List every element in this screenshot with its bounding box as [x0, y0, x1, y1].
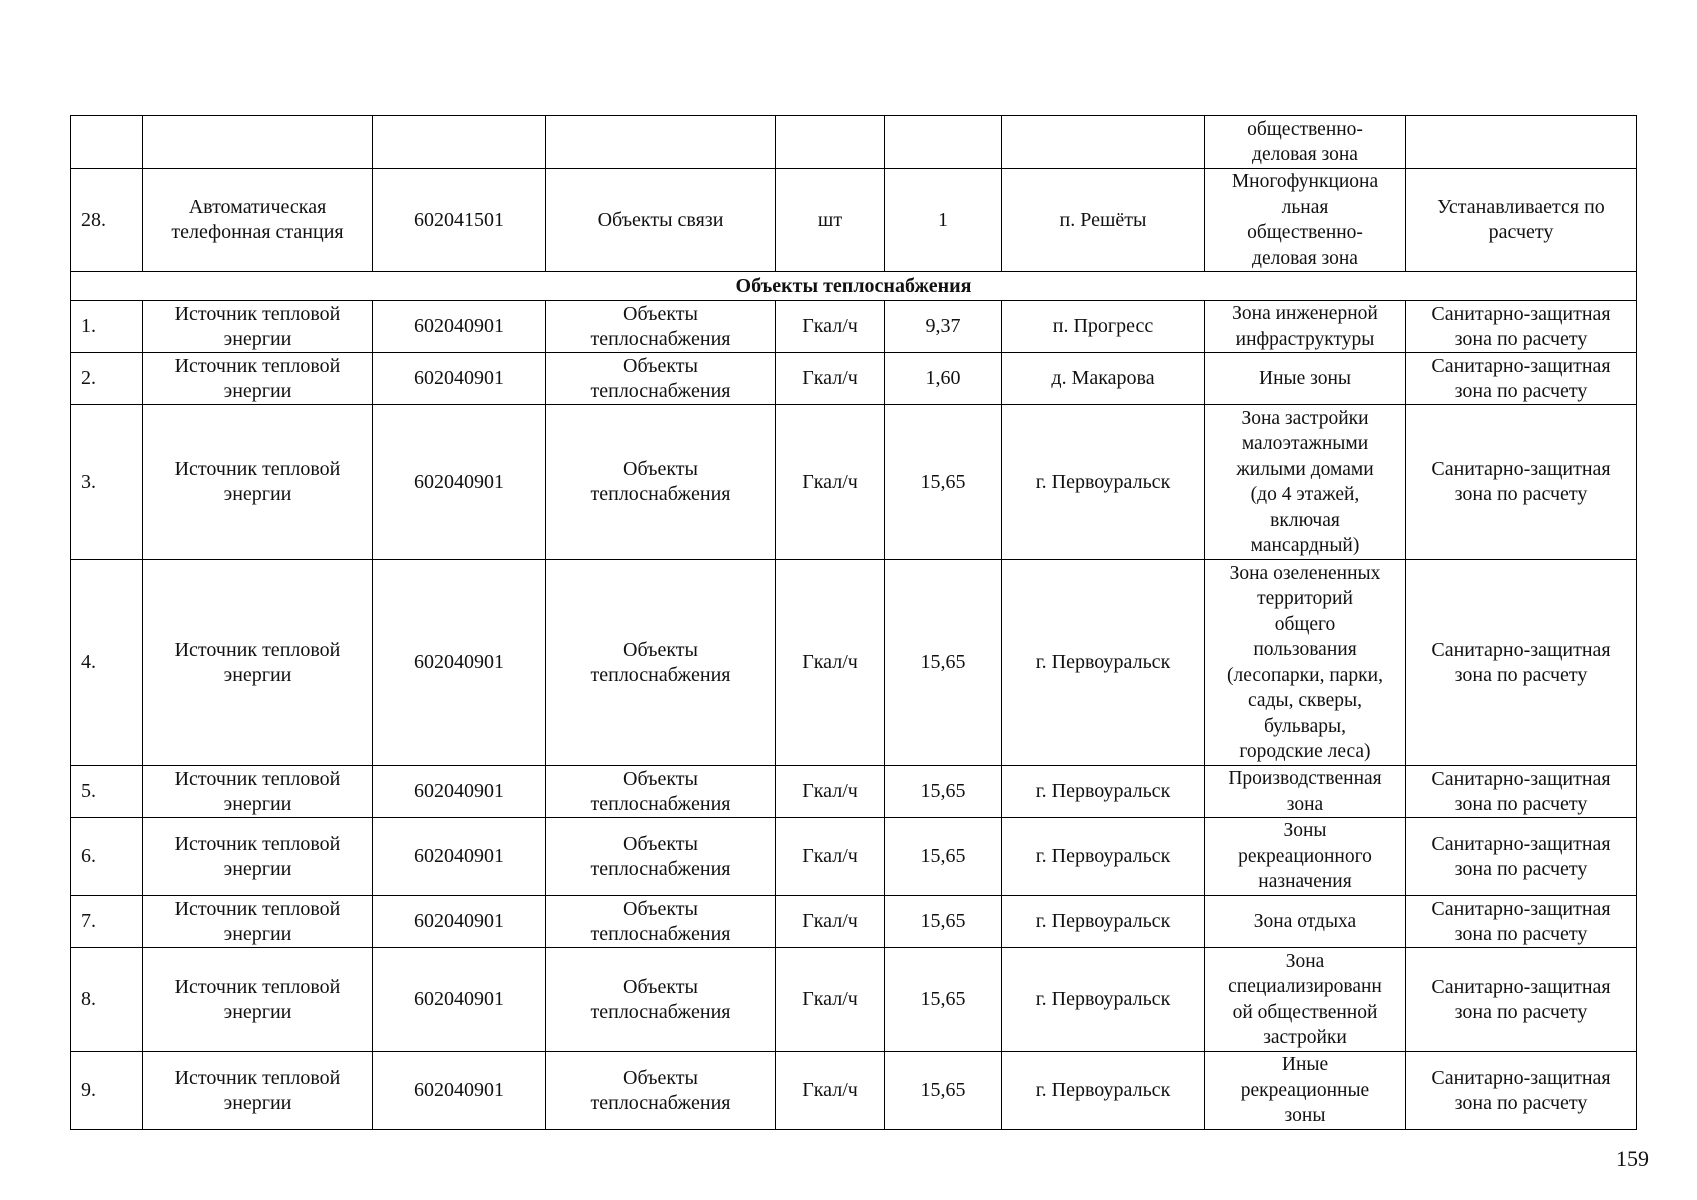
unit: Гкал/ч [776, 1052, 885, 1130]
location: п. Прогресс [1002, 301, 1205, 353]
unit: Гкал/ч [776, 301, 885, 353]
table-row [71, 405, 1637, 560]
object-type: Объекты теплоснабжения [546, 766, 776, 818]
location: д. Макарова [1002, 353, 1205, 405]
row-number: 1. [71, 301, 143, 353]
zone-cell: Зона инженерной инфраструктуры [1205, 301, 1406, 353]
table-row [71, 353, 1637, 405]
object-code: 602040901 [373, 896, 546, 948]
zone-cell: Иные рекреационные зоны [1205, 1052, 1406, 1130]
row-number: 8. [71, 948, 143, 1052]
unit: шт [776, 169, 885, 272]
section-title: Объекты теплоснабжения [71, 272, 1637, 301]
section-header-row [71, 272, 1637, 301]
object-name: Источник тепловой энергии [143, 766, 373, 818]
unit: Гкал/ч [776, 948, 885, 1052]
row-number: 7. [71, 896, 143, 948]
object-type: Объекты теплоснабжения [546, 948, 776, 1052]
location: п. Решёты [1002, 169, 1205, 272]
restriction: Санитарно-защитная зона по расчету [1406, 1052, 1637, 1130]
value: 15,65 [885, 896, 1002, 948]
table-row [71, 301, 1637, 353]
unit: Гкал/ч [776, 560, 885, 766]
restriction: Санитарно-защитная зона по расчету [1406, 766, 1637, 818]
table-row [71, 1052, 1637, 1130]
table-row [71, 948, 1637, 1052]
location: г. Первоуральск [1002, 896, 1205, 948]
zone-cell: Зона специализированн ой общественной застройки [1205, 948, 1406, 1052]
value: 15,65 [885, 766, 1002, 818]
object-code: 602040901 [373, 405, 546, 560]
restriction: Санитарно-защитная зона по расчету [1406, 353, 1637, 405]
table-row [71, 896, 1637, 948]
zone-cell: Производственная зона [1205, 766, 1406, 818]
value: 15,65 [885, 818, 1002, 896]
object-type: Объекты связи [546, 169, 776, 272]
row-number: 2. [71, 353, 143, 405]
zone-cell: Зона застройки малоэтажными жилыми домами (до 4 этажей, включая мансардный) [1205, 405, 1406, 560]
row-number: 3. [71, 405, 143, 560]
object-code: 602040901 [373, 353, 546, 405]
object-code: 602040901 [373, 948, 546, 1052]
value: 15,65 [885, 405, 1002, 560]
unit: Гкал/ч [776, 405, 885, 560]
value: 15,65 [885, 948, 1002, 1052]
location: г. Первоуральск [1002, 560, 1205, 766]
table-row [71, 818, 1637, 896]
object-code: 602040901 [373, 818, 546, 896]
object-name: Автоматическая телефонная станция [143, 169, 373, 272]
page-number: 159 [1616, 1146, 1649, 1171]
zone-cell: общественно- деловая зона [1205, 116, 1406, 169]
value: 9,37 [885, 301, 1002, 353]
value: 1 [885, 169, 1002, 272]
object-type: Объекты теплоснабжения [546, 1052, 776, 1130]
zone-cell: Зоны рекреационного назначения [1205, 818, 1406, 896]
zone-cell: Зона озелененных территорий общего пользования (лесопарки, парки, сады, скверы, бульвары, городские леса) [1205, 560, 1406, 766]
object-name: Источник тепловой энергии [143, 948, 373, 1052]
value: 15,65 [885, 1052, 1002, 1130]
object-type: Объекты теплоснабжения [546, 818, 776, 896]
object-type: Объекты теплоснабжения [546, 896, 776, 948]
row-number: 28. [71, 169, 143, 272]
location: г. Первоуральск [1002, 1052, 1205, 1130]
zone-cell: Иные зоны [1205, 353, 1406, 405]
table-row [71, 766, 1637, 818]
object-name: Источник тепловой энергии [143, 405, 373, 560]
object-code: 602040901 [373, 766, 546, 818]
restriction: Санитарно-защитная зона по расчету [1406, 301, 1637, 353]
object-code: 602040901 [373, 1052, 546, 1130]
object-name: Источник тепловой энергии [143, 818, 373, 896]
row-number: 9. [71, 1052, 143, 1130]
restriction: Санитарно-защитная зона по расчету [1406, 948, 1637, 1052]
object-name: Источник тепловой энергии [143, 353, 373, 405]
object-type: Объекты теплоснабжения [546, 353, 776, 405]
unit: Гкал/ч [776, 353, 885, 405]
row-number: 4. [71, 560, 143, 766]
table-row [71, 169, 1637, 272]
restriction: Устанавливается по расчету [1406, 169, 1637, 272]
location: г. Первоуральск [1002, 766, 1205, 818]
restriction: Санитарно-защитная зона по расчету [1406, 818, 1637, 896]
restriction: Санитарно-защитная зона по расчету [1406, 896, 1637, 948]
zone-cell: Многофункциона льная общественно- деловая зона [1205, 169, 1406, 272]
location: г. Первоуральск [1002, 818, 1205, 896]
object-code: 602041501 [373, 169, 546, 272]
restriction: Санитарно-защитная зона по расчету [1406, 560, 1637, 766]
object-name: Источник тепловой энергии [143, 301, 373, 353]
zone-cell: Зона отдыха [1205, 896, 1406, 948]
location: г. Первоуральск [1002, 948, 1205, 1052]
object-code: 602040901 [373, 560, 546, 766]
unit: Гкал/ч [776, 766, 885, 818]
restriction: Санитарно-защитная зона по расчету [1406, 405, 1637, 560]
unit: Гкал/ч [776, 896, 885, 948]
table-row [71, 560, 1637, 766]
object-type: Объекты теплоснабжения [546, 560, 776, 766]
value: 15,65 [885, 560, 1002, 766]
object-name: Источник тепловой энергии [143, 896, 373, 948]
object-type: Объекты теплоснабжения [546, 405, 776, 560]
object-type: Объекты теплоснабжения [546, 301, 776, 353]
location: г. Первоуральск [1002, 405, 1205, 560]
unit: Гкал/ч [776, 818, 885, 896]
object-code: 602040901 [373, 301, 546, 353]
value: 1,60 [885, 353, 1002, 405]
row-number: 6. [71, 818, 143, 896]
row-number: 5. [71, 766, 143, 818]
object-name: Источник тепловой энергии [143, 560, 373, 766]
continuation-row [71, 116, 1637, 169]
object-name: Источник тепловой энергии [143, 1052, 373, 1130]
objects-table [70, 115, 1637, 1130]
